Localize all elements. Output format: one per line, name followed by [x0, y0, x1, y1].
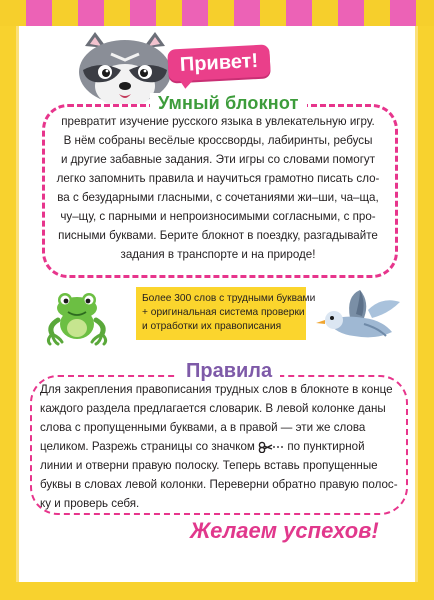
wish-text: Желаем успехов! — [190, 518, 379, 543]
rules-line: каждого раздела предлагается словарик. В левой колонке даны — [40, 402, 386, 415]
promo-note — [136, 287, 316, 340]
striped-header — [0, 0, 434, 26]
footer-strip — [0, 582, 434, 600]
rules-text — [40, 380, 396, 513]
intro-line: В нём собраны весёлые кроссворды, лабиринты, ребусы — [63, 134, 373, 147]
scissors-icon — [258, 441, 284, 453]
rules-line-with-scissors — [40, 437, 396, 456]
rules-line: ку и проверь себя. — [40, 497, 140, 510]
note-line: + оригинальная система проверки — [142, 307, 305, 318]
intro-line: чу–щу, с парными и непроизносимыми согласными, с про- — [60, 210, 376, 223]
intro-line: писными буквами. Берите блокнот в поездку, разгадывайте — [58, 229, 378, 242]
intro-line: превратит изучение русского языка в увлекательную игру. — [61, 115, 375, 128]
rules-line: Для закрепления правописания трудных слов в блокноте в конце — [40, 383, 393, 396]
greeting-badge: Привет! — [167, 44, 271, 81]
right-rail-highlight — [415, 26, 418, 600]
intro-text — [52, 112, 384, 264]
rules-line: линии и отверни правую полоску. Теперь вставь пропущенные — [40, 459, 378, 472]
rules-line: слова с пропущенными буквами, а в правой — эти же слова — [40, 421, 366, 434]
rules-line: буквы в словах левой колонки. Переверни обратно правую полос- — [40, 478, 398, 491]
left-rail — [0, 26, 16, 600]
intro-line: задания в транспорте и на природе! — [120, 248, 316, 261]
seagull-icon — [316, 288, 402, 350]
frog-icon — [44, 290, 110, 346]
note-line: и отработки их правописания — [142, 321, 282, 332]
right-rail — [418, 26, 434, 600]
rules-title: Правила — [178, 360, 280, 383]
notebook-title: Умный блокнот — [150, 93, 307, 114]
note-line: Более 300 слов с трудными буквами — [142, 293, 316, 304]
rules-line-part: по пунктирной — [287, 440, 365, 453]
intro-line: и другие забавные задания. Эти игры со словами помогут — [60, 153, 376, 166]
intro-line: ва с безударными гласными, с сочетаниями жи–ши, ча–ща, — [57, 191, 379, 204]
rules-line-part: целиком. Разрежь страницы со значком — [40, 440, 255, 453]
intro-line: легко запомнить правила и научиться грамотно писать сло- — [56, 172, 380, 185]
